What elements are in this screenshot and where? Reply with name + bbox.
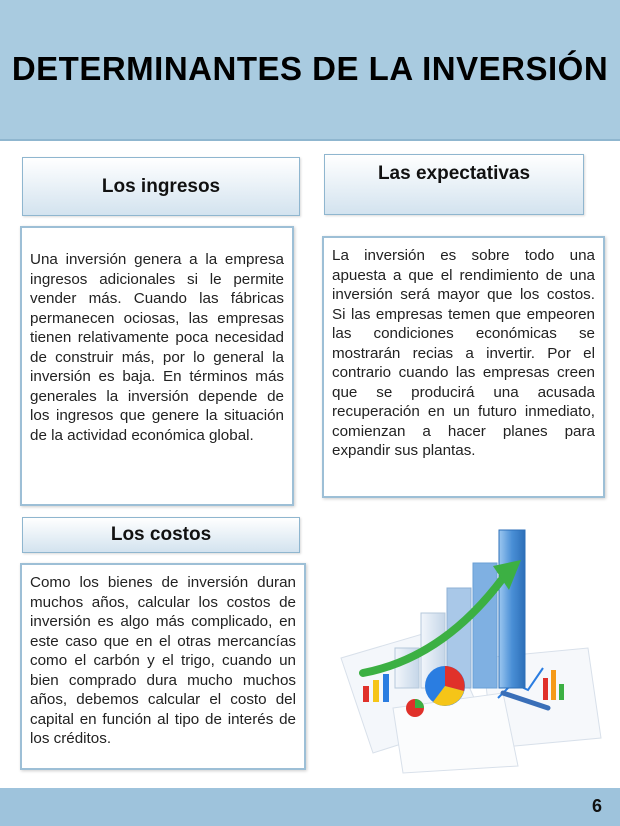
heading-costos [22,517,300,553]
heading-expectativas-label: Las expectativas [377,163,531,184]
heading-ingresos [22,157,300,216]
page-number: 6 [591,796,602,816]
heading-costos-label: Los costos [110,524,212,545]
text-expectativas: La inversión es sobre todo una apuesta a que el rendimiento de una inversión será mayor que los costos. Si las empresas temen que empeoren las condiciones económicas se mostrarán recias a invertir. Por el contrario cuando las empresas creen que se producirá una acusada recuperación en un futuro inmediato, comienzan a hacer planes para expandir sus plantas. [322,236,605,498]
growth-chart-illustration [333,508,605,776]
header-band [0,0,620,141]
text-costos: Como los bienes de inversión duran muchos años, calcular los costos de inversión es algo más complicado, en este caso que en el otras mercancías como el carbón y el trigo, cuando un bien comprado dura mucho muchos años, debemos calcular el costo del capital en función al tipo de interés de los créditos. [20,563,306,770]
footer-band [0,788,620,826]
heading-expectativas [324,154,584,215]
heading-ingresos-label: Los ingresos [101,176,221,197]
text-ingresos: Una inversión genera a la empresa ingresos adicionales si le permite vender más. Cuando las fábricas permanecen ociosas, las empresas tienen relativamente poca necesidad de construir más, por lo general la inversión es baja. En términos más generales la inversión depende de los ingresos que genere la situación de la actividad económica global. [20,226,294,506]
page-title: DETERMINANTES DE LA INVERSIÓN [11,50,609,87]
